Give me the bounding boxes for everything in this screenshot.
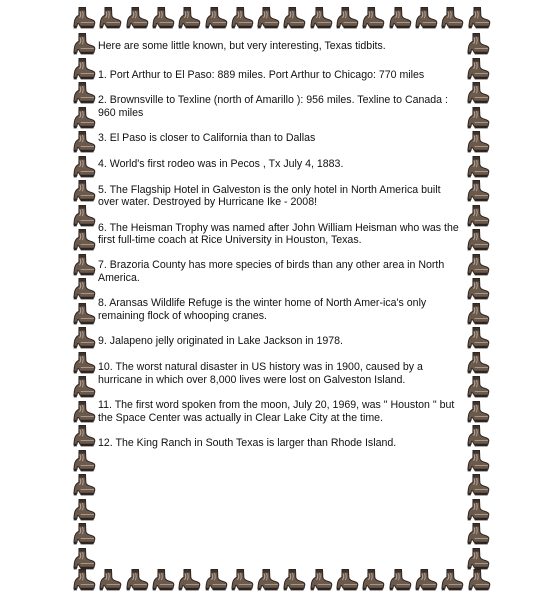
cowboy-boot-icon: [125, 568, 149, 592]
cowboy-boot-icon: [72, 204, 96, 228]
cowboy-boot-icon: [72, 130, 96, 154]
fact-12: 12. The King Ranch in South Texas is larger than Rhode Island.: [98, 437, 397, 450]
cowboy-boot-icon: [72, 32, 96, 56]
cowboy-boot-icon: [72, 179, 96, 203]
cowboy-boot-icon: [388, 568, 412, 592]
cowboy-boot-icon: [204, 6, 228, 30]
cowboy-boot-icon: [466, 449, 490, 473]
cowboy-boot-icon: [72, 424, 96, 448]
cowboy-boot-icon: [72, 351, 96, 375]
cowboy-boot-icon: [466, 400, 490, 424]
cowboy-boot-icon: [414, 6, 438, 30]
cowboy-boot-icon: [72, 228, 96, 252]
cowboy-boot-icon: [230, 6, 254, 30]
cowboy-boot-icon: [72, 400, 96, 424]
cowboy-boot-icon: [177, 568, 201, 592]
cowboy-boot-icon: [230, 568, 254, 592]
fact-11: 11. The first word spoken from the moon, July 20, 1969, was " Houston " but the Space Center was actually in Clear Lake City at the time.: [98, 399, 455, 424]
cowboy-boot-icon: [466, 547, 490, 571]
cowboy-boot-icon: [466, 302, 490, 326]
cowboy-boot-icon: [72, 522, 96, 546]
cowboy-boot-icon: [177, 6, 201, 30]
cowboy-boot-icon: [466, 277, 490, 301]
cowboy-boot-icon: [72, 57, 96, 81]
cowboy-boot-icon: [309, 6, 333, 30]
cowboy-boot-icon: [72, 568, 96, 592]
cowboy-boot-icon: [466, 375, 490, 399]
cowboy-boot-icon: [282, 6, 306, 30]
cowboy-boot-icon: [72, 253, 96, 277]
cowboy-boot-icon: [335, 6, 359, 30]
cowboy-boot-icon: [72, 277, 96, 301]
cowboy-boot-icon: [466, 522, 490, 546]
cowboy-boot-icon: [72, 81, 96, 105]
cowboy-boot-icon: [72, 498, 96, 522]
cowboy-boot-icon: [466, 326, 490, 350]
cowboy-boot-icon: [72, 449, 96, 473]
cowboy-boot-icon: [72, 6, 96, 30]
cowboy-boot-icon: [414, 568, 438, 592]
cowboy-boot-icon: [466, 351, 490, 375]
cowboy-boot-icon: [466, 473, 490, 497]
fact-3: 3. El Paso is closer to California than to Dallas: [98, 132, 316, 145]
fact-5: 5. The Flagship Hotel in Galveston is the only hotel in North America built over water. Destroyed by Hurricane Ike - 2008!: [98, 183, 441, 209]
fact-10: 10. The worst natural disaster in US history was in 1900, caused by a hurricane in which over 8,000 lives were lost on Galveston Island.: [98, 360, 423, 386]
cowboy-boot-icon: [361, 6, 385, 30]
cowboy-boot-icon: [72, 106, 96, 130]
cowboy-boot-icon: [466, 32, 490, 56]
cowboy-boot-icon: [466, 204, 490, 228]
cowboy-boot-icon: [466, 130, 490, 154]
intro-text: Here are some little known, but very interesting, Texas tidbits.: [98, 40, 386, 52]
cowboy-boot-icon: [466, 81, 490, 105]
cowboy-boot-icon: [98, 568, 122, 592]
cowboy-boot-icon: [440, 6, 464, 30]
cowboy-boot-icon: [466, 179, 490, 203]
cowboy-boot-icon: [466, 106, 490, 130]
cowboy-boot-icon: [466, 498, 490, 522]
cowboy-boot-icon: [72, 547, 96, 571]
cowboy-boot-icon: [309, 568, 333, 592]
cowboy-boot-icon: [256, 568, 280, 592]
fact-4: 4. World's first rodeo was in Pecos , Tx July 4, 1883.: [98, 157, 344, 170]
cowboy-boot-icon: [466, 253, 490, 277]
cowboy-boot-icon: [125, 6, 149, 30]
fact-7: 7. Brazoria County has more species of birds than any other area in North America.: [98, 258, 445, 284]
cowboy-boot-icon: [72, 326, 96, 350]
texas-tidbits-text: [98, 40, 464, 463]
cowboy-boot-icon: [467, 6, 491, 30]
cowboy-boot-icon: [466, 57, 490, 81]
fact-6: 6. The Heisman Trophy was named after John William Heisman who was the first full-time coach at Rice University in Houston, Texas.: [98, 221, 459, 247]
cowboy-boot-icon: [98, 6, 122, 30]
cowboy-boot-icon: [204, 568, 228, 592]
cowboy-boot-icon: [361, 568, 385, 592]
cowboy-boot-icon: [335, 568, 359, 592]
fact-8: 8. Aransas Wildlife Refuge is the winter home of North Amer-ica's only remaining flock of whooping cranes.: [98, 297, 427, 322]
cowboy-boot-icon: [282, 568, 306, 592]
fact-1: 1. Port Arthur to El Paso: 889 miles. Port Arthur to Chicago: 770 miles: [98, 68, 425, 81]
cowboy-boot-icon: [151, 568, 175, 592]
cowboy-boot-icon: [72, 155, 96, 179]
cowboy-boot-icon: [72, 473, 96, 497]
fact-9: 9. Jalapeno jelly originated in Lake Jackson in 1978.: [98, 335, 343, 348]
cowboy-boot-icon: [72, 302, 96, 326]
cowboy-boot-icon: [72, 375, 96, 399]
cowboy-boot-icon: [466, 424, 490, 448]
cowboy-boot-icon: [256, 6, 280, 30]
fact-2: 2. Brownsville to Texline (north of Amarillo ): 956 miles. Texline to Canada : 960 miles: [98, 94, 448, 119]
cowboy-boot-icon: [466, 228, 490, 252]
cowboy-boot-icon: [388, 6, 412, 30]
cowboy-boot-icon: [440, 568, 464, 592]
cowboy-boot-icon: [151, 6, 175, 30]
cowboy-boot-icon: [467, 568, 491, 592]
cowboy-boot-icon: [466, 155, 490, 179]
